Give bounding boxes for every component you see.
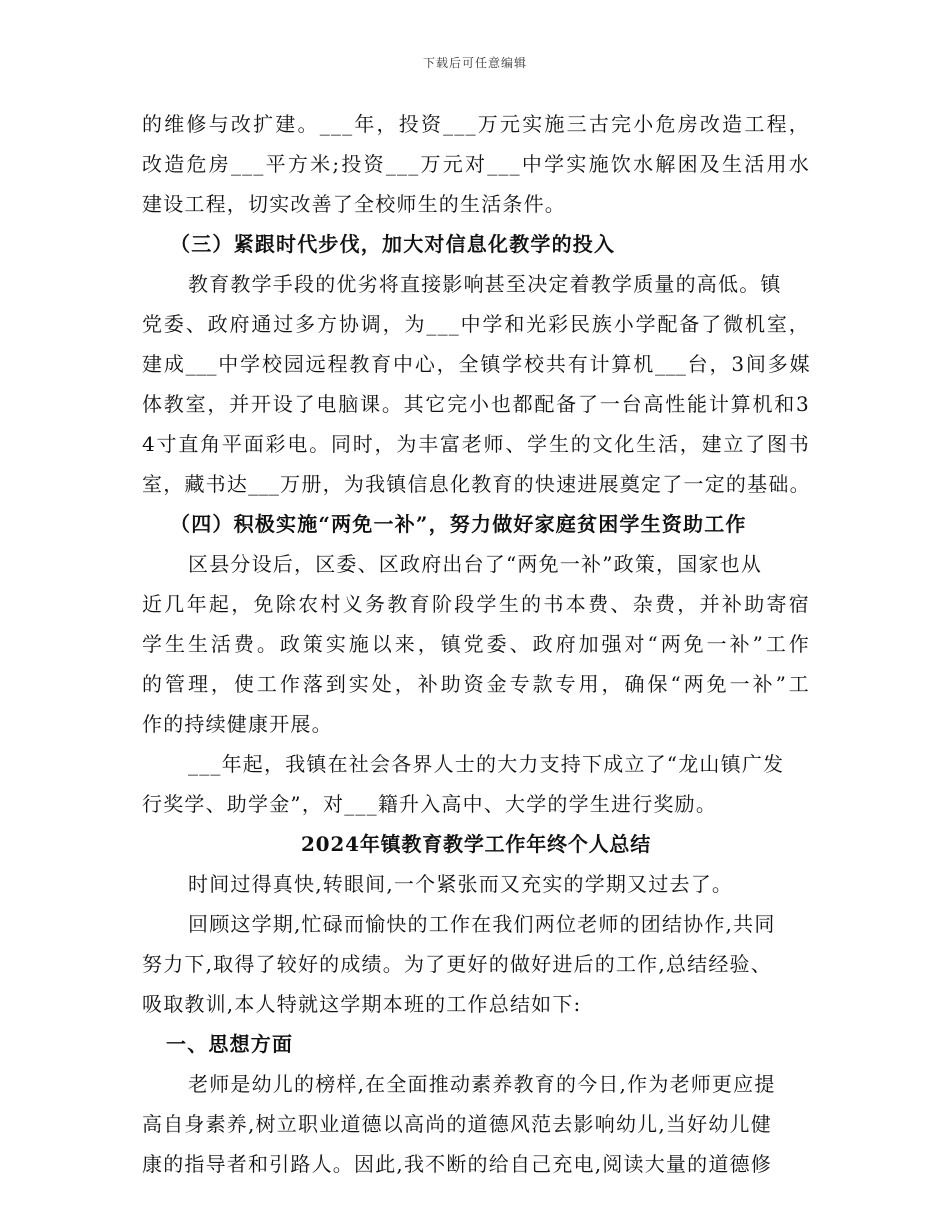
paragraph-line: 吸取教训,本人特就这学期本班的工作总结如下:: [142, 992, 582, 1016]
section-heading: 一、思想方面: [166, 1032, 294, 1056]
paragraph-line: 努力下,取得了较好的成绩。为了更好的做好进后的工作,总结经验、: [142, 952, 772, 976]
paragraph-line: ___年起，我镇在社会各界人士的大力支持下成立了“龙山镇广发: [188, 752, 785, 776]
paragraph-line: 时间过得真快,转眼间,一个紧张而又充实的学期又过去了。: [188, 872, 734, 896]
document-title: 2024年镇教育教学工作年终个人总结: [300, 832, 652, 856]
section-heading: （三）紧跟时代步伐，加大对信息化教学的投入: [170, 232, 616, 256]
paragraph-line: 康的指导者和引路人。因此,我不断的给自己充电,阅读大量的道德修: [142, 1152, 772, 1176]
paragraph-line: 的管理，使工作落到实处，补助资金专款专用，确保“两免一补”工: [142, 672, 810, 696]
paragraph-line: 改造危房___平方米;投资___万元对___中学实施饮水解困及生活用水: [142, 152, 810, 176]
paragraph-line: 4寸直角平面彩电。同时，为丰富老师、学生的文化生活，建立了图书: [142, 432, 810, 456]
section-heading: （四）积极实施“两免一补”，努力做好家庭贫困学生资助工作: [170, 512, 747, 536]
page-header: 下载后可任意编辑: [422, 56, 527, 70]
paragraph-line: 老师是幼儿的榜样,在全面推动素养教育的今日,作为老师更应提: [188, 1072, 776, 1096]
paragraph-line: 学生生活费。政策实施以来，镇党委、政府加强对“两免一补”工作: [142, 632, 810, 656]
paragraph-line: 建成___中学校园远程教育中心，全镇学校共有计算机___台，3间多媒: [142, 352, 810, 376]
paragraph-line: 教育教学手段的优劣将直接影响甚至决定着教学质量的高低。镇: [188, 272, 782, 296]
paragraph-line: 区县分设后，区委、区政府出台了“两免一补”政策，国家也从: [188, 552, 763, 576]
document-body: [142, 104, 810, 1184]
paragraph-line: 党委、政府通过多方协调，为___中学和光彩民族小学配备了微机室，: [142, 312, 810, 336]
paragraph-line: 行奖学、助学金”，对___籍升入高中、大学的学生进行奖励。: [142, 792, 718, 816]
paragraph-line: 高自身素养,树立职业道德以高尚的道德风范去影响幼儿,当好幼儿健: [142, 1112, 772, 1136]
paragraph-line: 建设工程，切实改善了全校师生的生活条件。: [142, 192, 566, 216]
paragraph-line: 体教室，并开设了电脑课。其它完小也都配备了一台高性能计算机和3: [142, 392, 810, 416]
paragraph-line: 回顾这学期,忙碌而愉快的工作在我们两位老师的团结协作,共同: [188, 912, 776, 936]
paragraph-line: 作的持续健康开展。: [142, 712, 333, 736]
paragraph-line: 的维修与改扩建。___年，投资___万元实施三古完小危房改造工程，: [142, 112, 810, 136]
paragraph-line: 室，藏书达___万册，为我镇信息化教育的快速进展奠定了一定的基础。: [142, 472, 810, 496]
paragraph-line: 近几年起，免除农村义务教育阶段学生的书本费、杂费，并补助寄宿: [142, 592, 810, 616]
